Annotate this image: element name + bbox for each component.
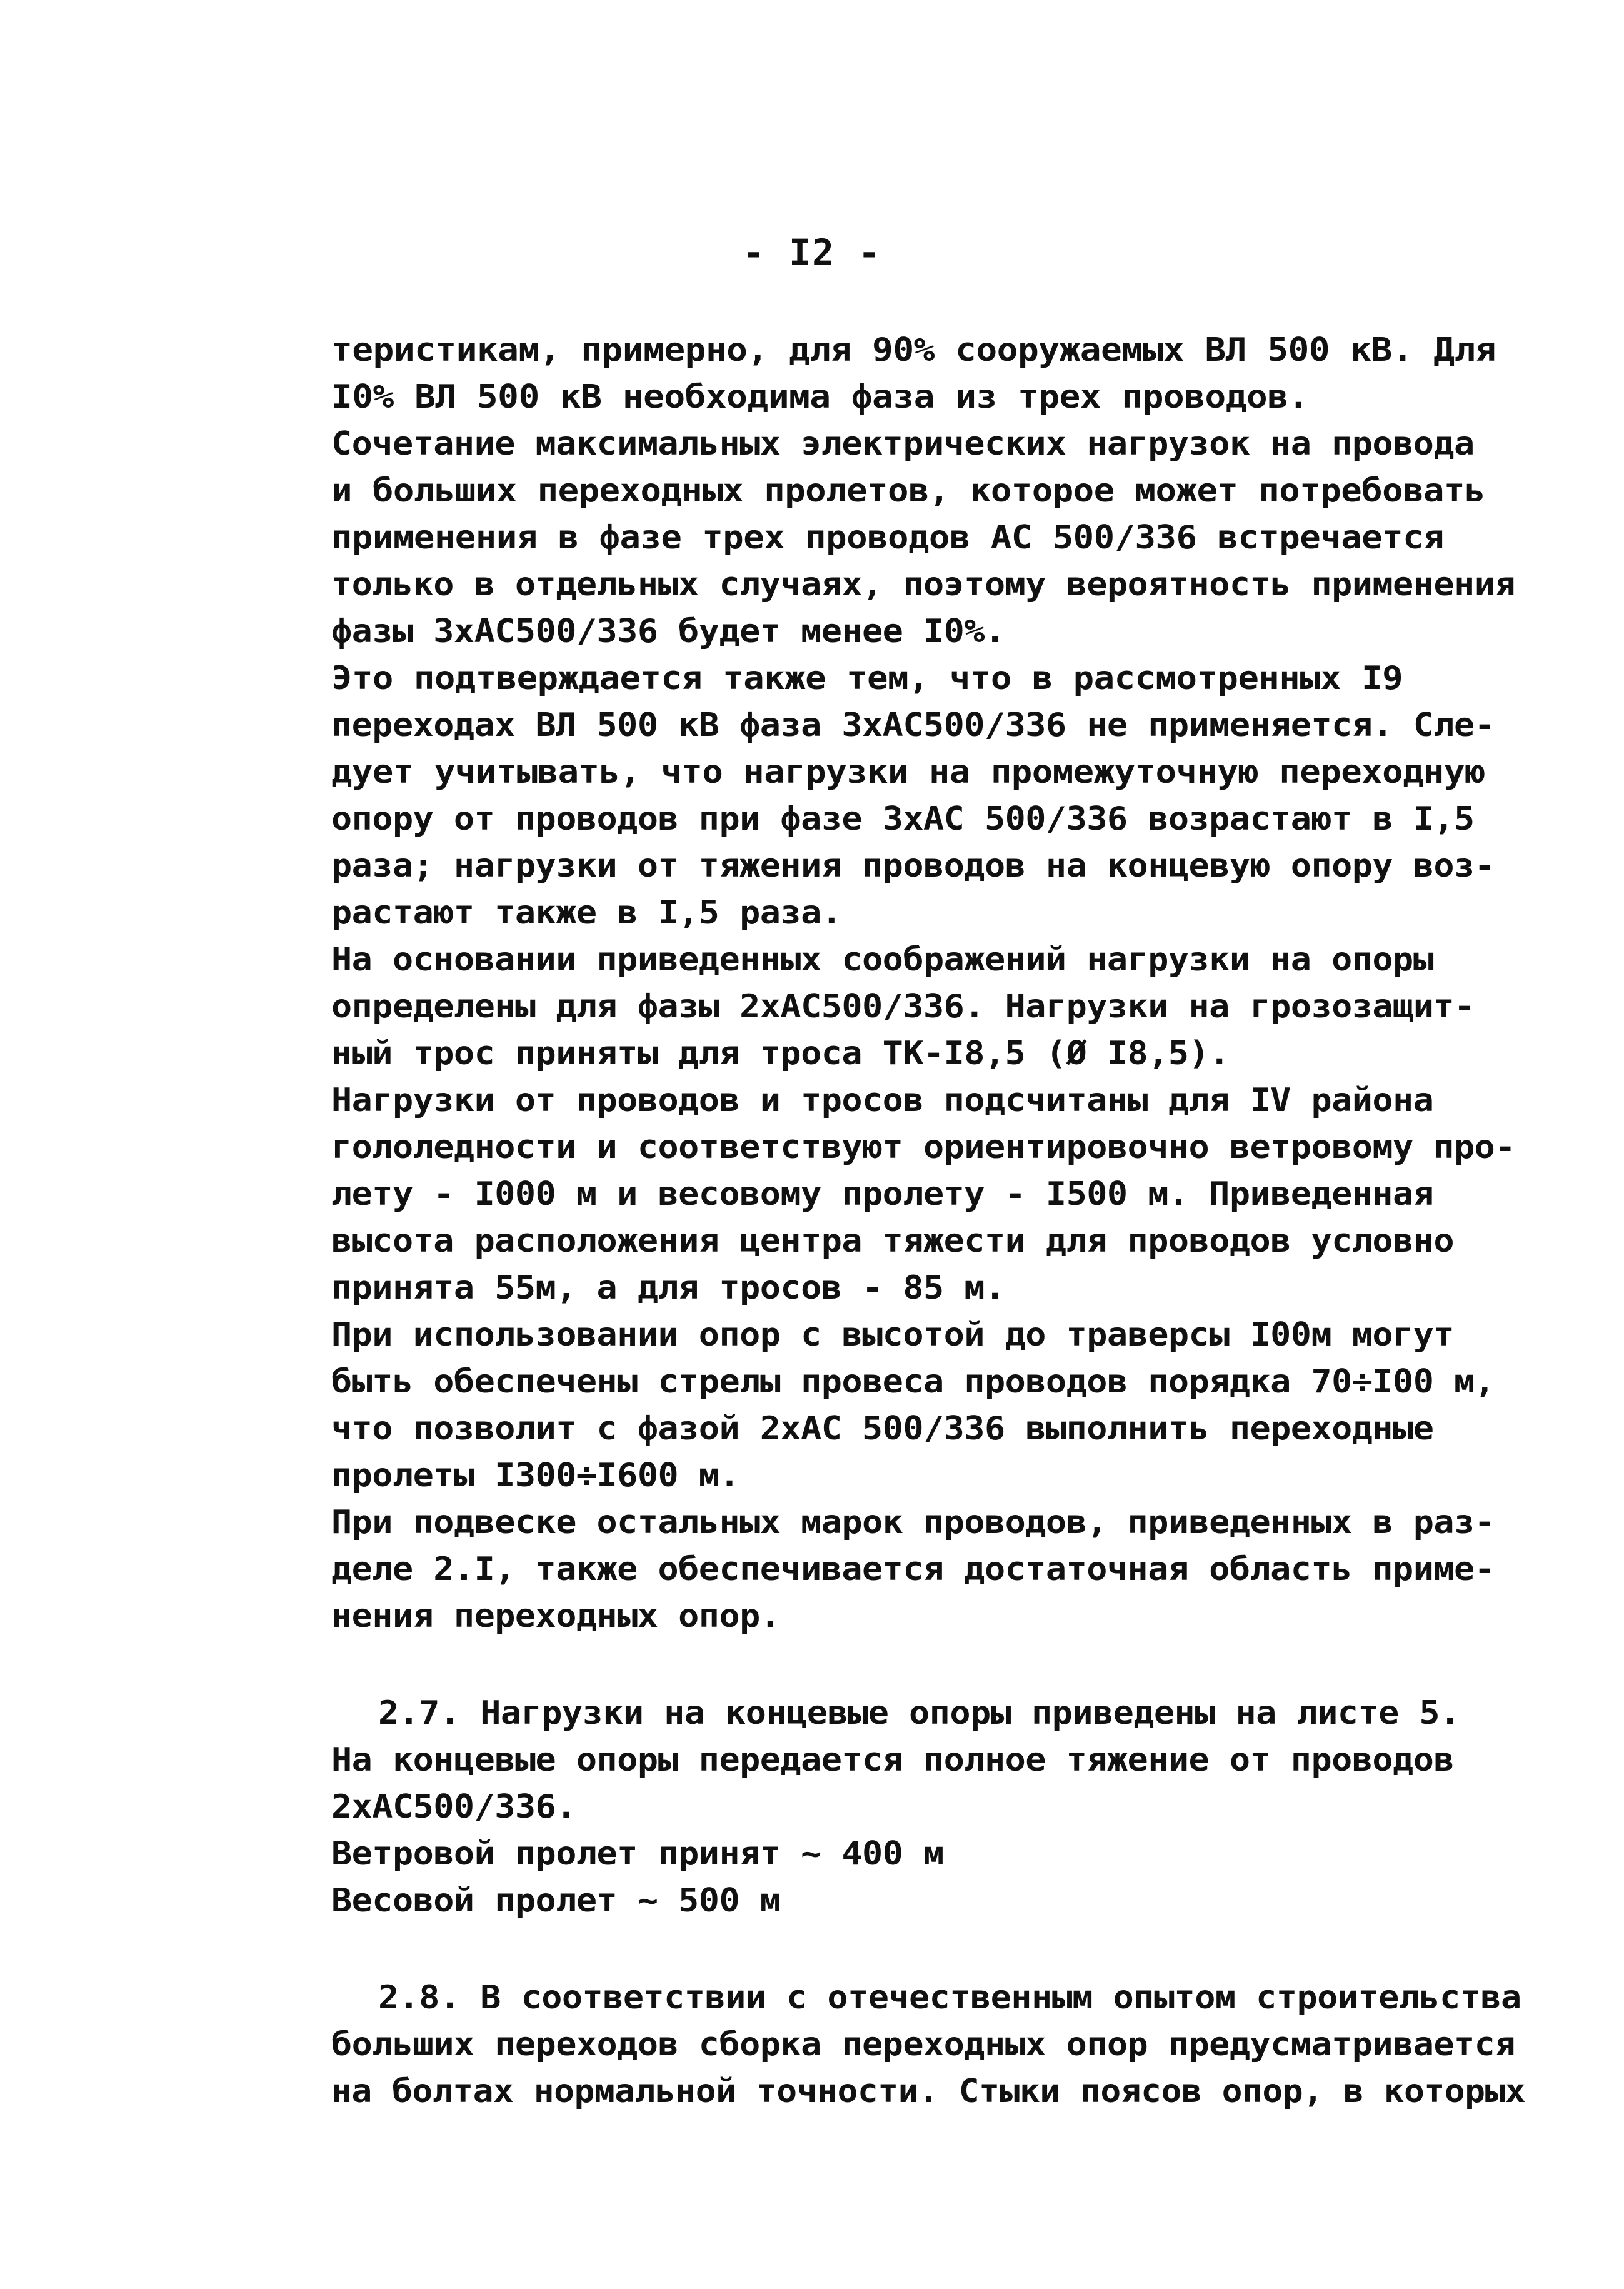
text-line: больших переходов сборка переходных опор предусматривается xyxy=(331,2026,1516,2063)
text-line: что позволит с фазой 2хАС 500/336 выполнить переходные xyxy=(331,1410,1434,1447)
text-line: При подвеске остальных марок проводов, приведенных в раз- xyxy=(331,1504,1495,1541)
text-line: ный трос приняты для троса ТК-I8,5 (Ø I8,5). xyxy=(331,1035,1230,1072)
text-line: 2хАС500/336. xyxy=(331,1788,576,1826)
text-line: на болтах нормальной точности. Стыки поясов опор, в которых xyxy=(331,2073,1526,2110)
text-line: и больших переходных пролетов, которое может потребовать xyxy=(331,472,1485,510)
text-line: фазы 3хАС500/336 будет менее I0%. xyxy=(331,613,1005,650)
text-line: опору от проводов при фазе 3хАС 500/336 возрастают в I,5 xyxy=(331,800,1475,838)
page-number: - I2 - xyxy=(743,231,881,274)
text-line: быть обеспечены стрелы провеса проводов порядка 70÷I00 м, xyxy=(331,1363,1495,1401)
text-line: На концевые опоры передается полное тяжение от проводов xyxy=(331,1741,1455,1779)
text-line: При использовании опор с высотой до траверсы I00м могут xyxy=(331,1316,1455,1354)
section-heading-2-8: 2.8. В соответствии с отечественным опытом строительства xyxy=(378,1979,1521,2016)
text-line: теристикам, примерно, для 90% сооружаемых ВЛ 500 кВ. Для xyxy=(331,331,1496,369)
text-line: принята 55м, а для тросов - 85 м. xyxy=(331,1269,1005,1307)
text-line: применения в фазе трех проводов АС 500/336 встречается xyxy=(331,519,1445,556)
text-line: растают также в I,5 раза. xyxy=(331,894,842,932)
text-line: раза; нагрузки от тяжения проводов на концевую опору воз- xyxy=(331,847,1495,885)
text-line: дует учитывать, что нагрузки на промежуточную переходную xyxy=(331,753,1485,791)
text-line: высота расположения центра тяжести для проводов условно xyxy=(331,1222,1455,1260)
text-line: лету - I000 м и весовому пролету - I500 м. Приведенная xyxy=(331,1175,1434,1213)
text-line: Сочетание максимальных электрических нагрузок на провода xyxy=(331,425,1475,463)
text-line: деле 2.I, также обеспечивается достаточная область приме- xyxy=(331,1551,1495,1588)
text-line: На основании приведенных соображений нагрузки на опоры xyxy=(331,941,1434,978)
wind-span-line: Ветровой пролет принят ~ 400 м xyxy=(331,1835,944,1873)
text-line: Это подтверждается также тем, что в рассмотренных I9 xyxy=(331,660,1403,697)
section-heading-2-7: 2.7. Нагрузки на концевые опоры приведены на листе 5. xyxy=(378,1694,1460,1732)
text-line: нения переходных опор. xyxy=(331,1597,781,1635)
text-line: Нагрузки от проводов и тросов подсчитаны для IV района xyxy=(331,1082,1434,1119)
text-line: переходах ВЛ 500 кВ фаза 3хАС500/336 не применяется. Сле- xyxy=(331,707,1495,744)
text-line: гололедности и соответствуют ориентировочно ветровому про- xyxy=(331,1129,1516,1166)
text-line: пролеты I300÷I600 м. xyxy=(331,1457,740,1494)
text-line: только в отдельных случаях, поэтому вероятность применения xyxy=(331,566,1516,603)
text-line: определены для фазы 2хАС500/336. Нагрузки на грозозащит- xyxy=(331,988,1475,1025)
weight-span-line: Весовой пролет ~ 500 м xyxy=(331,1882,781,1919)
text-line: I0% ВЛ 500 кВ необходима фаза из трех проводов. xyxy=(331,378,1309,416)
